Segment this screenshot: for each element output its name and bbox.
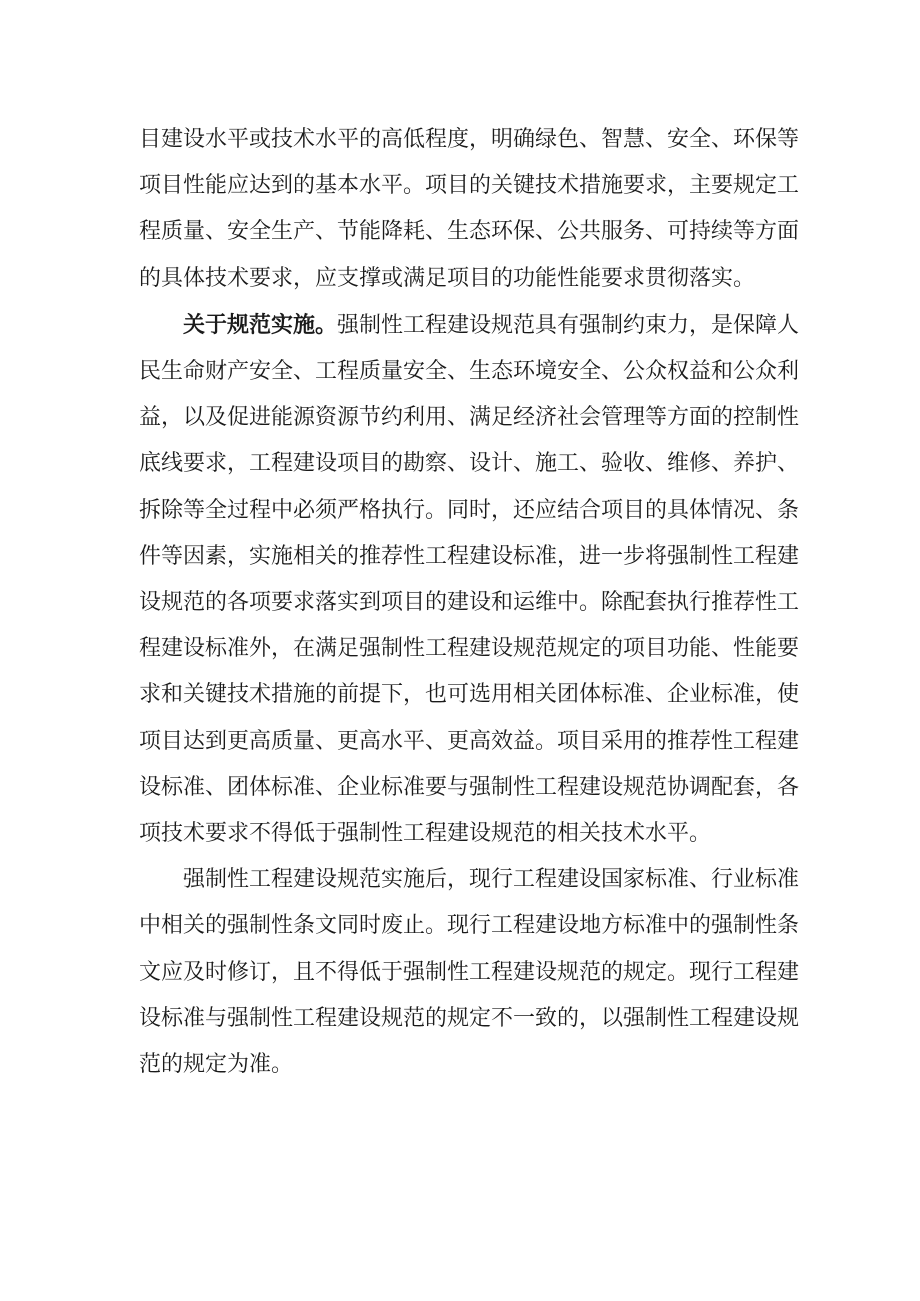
paragraph-line: 项目达到更高质量、更高水平、更高效益。项目采用的推荐性工程建	[139, 728, 800, 754]
paragraph-2	[139, 302, 800, 857]
paragraph-1	[139, 117, 800, 302]
paragraph-line: 设标准、团体标准、企业标准要与强制性工程建设规范协调配套，各	[139, 774, 800, 800]
paragraph-line: 件等因素，实施相关的推荐性工程建设标准，进一步将强制性工程建	[139, 543, 800, 569]
paragraph-line: 项技术要求不得低于强制性工程建设规范的相关技术水平。	[139, 821, 712, 847]
paragraph-line: 求和关键技术措施的前提下，也可选用相关团体标准、企业标准，使	[139, 682, 800, 708]
paragraph-line: 项目性能应达到的基本水平。项目的关键技术措施要求，主要规定工	[139, 173, 800, 199]
paragraph-line: 底线要求，工程建设项目的勘察、设计、施工、验收、维修、养护、	[139, 451, 800, 477]
paragraph-line: 范的规定为准。	[139, 1052, 294, 1078]
paragraph-line: 文应及时修订，且不得低于强制性工程建设规范的规定。现行工程建	[139, 959, 800, 985]
paragraph-3	[139, 857, 800, 1088]
document-body	[139, 117, 800, 1088]
paragraph-line: 设规范的各项要求落实到项目的建设和运维中。除配套执行推荐性工	[139, 590, 800, 616]
paragraph-first-line	[139, 302, 800, 349]
paragraph-line: 程建设标准外，在满足强制性工程建设规范规定的项目功能、性能要	[139, 636, 800, 662]
paragraph-line: 目建设水平或技术水平的高低程度，明确绿色、智慧、安全、环保等	[139, 127, 800, 152]
paragraph-line: 的具体技术要求，应支撑或满足项目的功能性能要求贯彻落实。	[139, 265, 756, 291]
section-heading: 关于规范实施。	[183, 311, 338, 338]
paragraph-line: 中相关的强制性条文同时废止。现行工程建设地方标准中的强制性条	[139, 913, 800, 939]
paragraph-first-line: 强制性工程建设规范实施后，现行工程建设国家标准、行业标准	[183, 867, 800, 893]
paragraph-first-line-text: 强制性工程建设规范具有强制约束力，是保障人	[337, 312, 800, 338]
paragraph-line: 拆除等全过程中必须严格执行。同时，还应结合项目的具体情况、条	[139, 497, 800, 523]
paragraph-line: 程质量、安全生产、节能降耗、生态环保、公共服务、可持续等方面	[139, 219, 800, 245]
paragraph-line: 民生命财产安全、工程质量安全、生态环境安全、公众权益和公众利	[139, 359, 800, 385]
paragraph-line: 设标准与强制性工程建设规范的规定不一致的，以强制性工程建设规	[139, 1005, 800, 1031]
paragraph-line: 益，以及促进能源资源节约利用、满足经济社会管理等方面的控制性	[139, 405, 800, 431]
